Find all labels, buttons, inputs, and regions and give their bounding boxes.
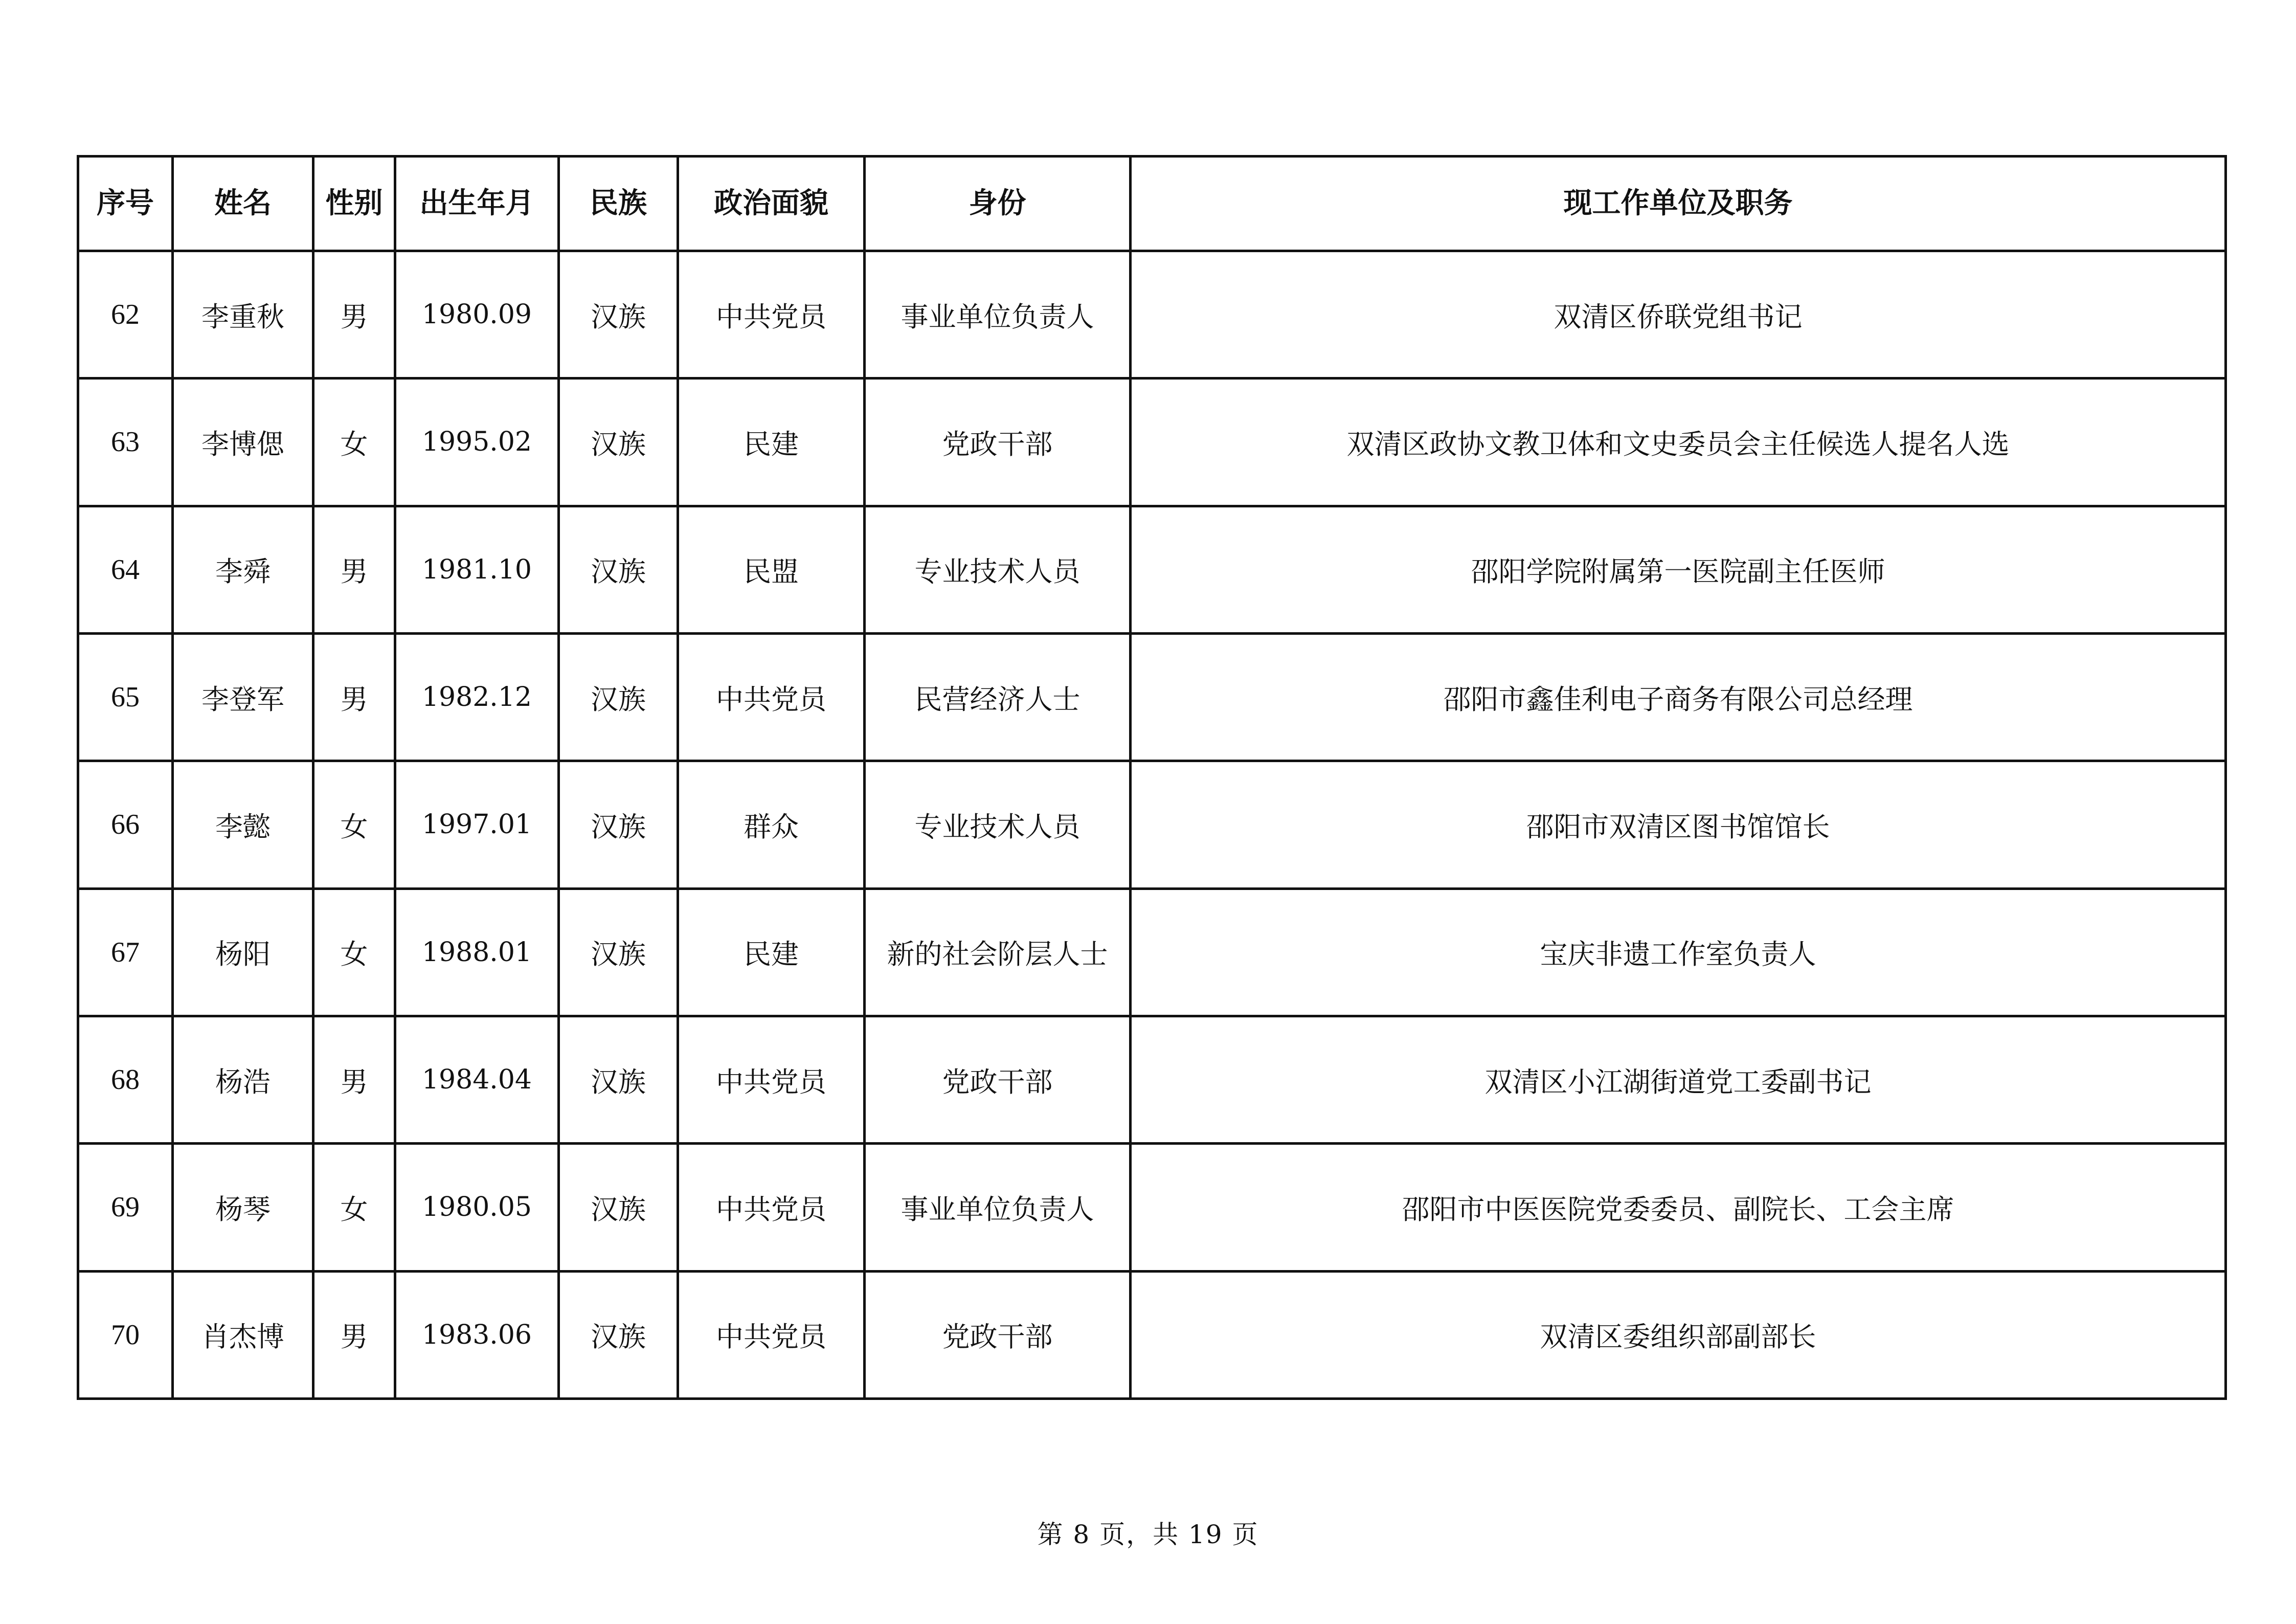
cell-ethnicity: 汉族 — [559, 761, 678, 888]
cell-position: 邵阳市中医医院党委委员、副院长、工会主席 — [1131, 1144, 2226, 1271]
cell-name: 李重秋 — [173, 251, 313, 379]
cell-political: 中共党员 — [678, 1144, 865, 1271]
cell-position: 邵阳市鑫佳利电子商务有限公司总经理 — [1131, 633, 2226, 761]
cell-gender: 男 — [313, 251, 395, 379]
cell-political: 中共党员 — [678, 251, 865, 379]
cell-name: 李登军 — [173, 633, 313, 761]
cell-index: 69 — [78, 1144, 173, 1271]
cell-name: 肖杰博 — [173, 1271, 313, 1398]
header-name: 姓名 — [173, 157, 313, 251]
cell-ethnicity: 汉族 — [559, 251, 678, 379]
cell-ethnicity: 汉族 — [559, 506, 678, 633]
cell-birth: 1981.10 — [395, 506, 559, 633]
cell-gender: 男 — [313, 1016, 395, 1143]
cell-name: 杨阳 — [173, 888, 313, 1016]
cell-ethnicity: 汉族 — [559, 1271, 678, 1398]
cell-birth: 1995.02 — [395, 379, 559, 506]
cell-gender: 女 — [313, 761, 395, 888]
table-row — [78, 1016, 2226, 1143]
cell-political: 中共党员 — [678, 633, 865, 761]
cell-index: 67 — [78, 888, 173, 1016]
cell-index: 63 — [78, 379, 173, 506]
cell-gender: 男 — [313, 633, 395, 761]
cell-identity: 党政干部 — [865, 1016, 1131, 1143]
header-position: 现工作单位及职务 — [1131, 157, 2226, 251]
cell-political: 民建 — [678, 379, 865, 506]
roster-body — [78, 251, 2226, 1399]
cell-index: 70 — [78, 1271, 173, 1398]
cell-political: 中共党员 — [678, 1271, 865, 1398]
cell-position: 邵阳学院附属第一医院副主任医师 — [1131, 506, 2226, 633]
header-index: 序号 — [78, 157, 173, 251]
table-row — [78, 633, 2226, 761]
cell-identity: 专业技术人员 — [865, 761, 1131, 888]
cell-index: 62 — [78, 251, 173, 379]
cell-ethnicity: 汉族 — [559, 1144, 678, 1271]
table-row — [78, 1144, 2226, 1271]
cell-gender: 女 — [313, 888, 395, 1016]
cell-position: 宝庆非遗工作室负责人 — [1131, 888, 2226, 1016]
roster-table — [77, 155, 2227, 1400]
cell-political: 民盟 — [678, 506, 865, 633]
cell-ethnicity: 汉族 — [559, 1016, 678, 1143]
cell-index: 68 — [78, 1016, 173, 1143]
cell-gender: 男 — [313, 506, 395, 633]
cell-birth: 1984.04 — [395, 1016, 559, 1143]
header-political: 政治面貌 — [678, 157, 865, 251]
cell-political: 民建 — [678, 888, 865, 1016]
cell-position: 双清区政协文教卫体和文史委员会主任候选人提名人选 — [1131, 379, 2226, 506]
cell-ethnicity: 汉族 — [559, 379, 678, 506]
cell-name: 李舜 — [173, 506, 313, 633]
cell-identity: 民营经济人士 — [865, 633, 1131, 761]
table-row — [78, 888, 2226, 1016]
header-identity: 身份 — [865, 157, 1131, 251]
cell-index: 65 — [78, 633, 173, 761]
cell-index: 64 — [78, 506, 173, 633]
table-row — [78, 1271, 2226, 1398]
cell-name: 李懿 — [173, 761, 313, 888]
cell-ethnicity: 汉族 — [559, 633, 678, 761]
cell-birth: 1980.05 — [395, 1144, 559, 1271]
cell-index: 66 — [78, 761, 173, 888]
cell-name: 杨浩 — [173, 1016, 313, 1143]
table-row — [78, 506, 2226, 633]
cell-position: 双清区委组织部副部长 — [1131, 1271, 2226, 1398]
page-footer: 第 8 页，共 19 页 — [1037, 1520, 1259, 1549]
cell-ethnicity: 汉族 — [559, 888, 678, 1016]
cell-gender: 女 — [313, 1144, 395, 1271]
header-birth: 出生年月 — [395, 157, 559, 251]
table-row — [78, 379, 2226, 506]
cell-identity: 事业单位负责人 — [865, 1144, 1131, 1271]
cell-name: 李博偲 — [173, 379, 313, 506]
cell-position: 邵阳市双清区图书馆馆长 — [1131, 761, 2226, 888]
cell-gender: 男 — [313, 1271, 395, 1398]
cell-position: 双清区侨联党组书记 — [1131, 251, 2226, 379]
cell-identity: 党政干部 — [865, 379, 1131, 506]
cell-birth: 1983.06 — [395, 1271, 559, 1398]
table-row — [78, 251, 2226, 379]
cell-birth: 1980.09 — [395, 251, 559, 379]
cell-gender: 女 — [313, 379, 395, 506]
cell-identity: 党政干部 — [865, 1271, 1131, 1398]
cell-identity: 专业技术人员 — [865, 506, 1131, 633]
table-row — [78, 761, 2226, 888]
header-ethnicity: 民族 — [559, 157, 678, 251]
cell-political: 群众 — [678, 761, 865, 888]
header-row — [78, 157, 2226, 251]
cell-birth: 1997.01 — [395, 761, 559, 888]
header-gender: 性别 — [313, 157, 395, 251]
cell-political: 中共党员 — [678, 1016, 865, 1143]
cell-position: 双清区小江湖街道党工委副书记 — [1131, 1016, 2226, 1143]
cell-name: 杨琴 — [173, 1144, 313, 1271]
cell-identity: 新的社会阶层人士 — [865, 888, 1131, 1016]
cell-birth: 1982.12 — [395, 633, 559, 761]
cell-identity: 事业单位负责人 — [865, 251, 1131, 379]
cell-birth: 1988.01 — [395, 888, 559, 1016]
